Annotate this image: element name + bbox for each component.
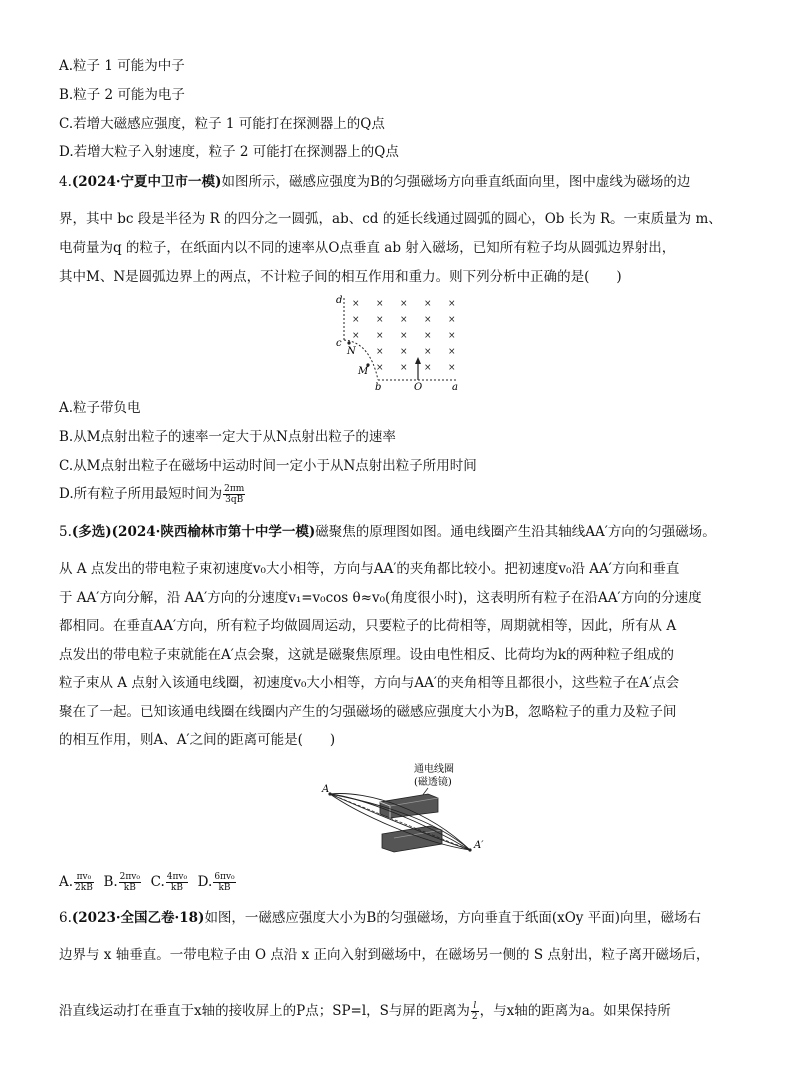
label-m: M	[358, 366, 369, 377]
q4-number: 4.	[59, 174, 72, 190]
field-cross-mark: ×	[448, 363, 456, 373]
q4-option-a: A.粒子带负电	[59, 400, 141, 416]
q4-magnetic-field-figure	[330, 292, 470, 392]
q4-stem-line4: 其中M、N是圆弧边界上的两点，不计粒子间的相互作用和重力。则下列分析中正确的是( )	[59, 269, 622, 285]
q3-option-d: D.若增大粒子入射速度，粒子 2 可能打在探测器上的Q点	[59, 144, 399, 160]
q4-option-c: C.从M点射出粒子在磁场中运动时间一定小于从N点射出粒子所用时间	[59, 458, 477, 474]
q5-number: 5.	[59, 524, 72, 540]
q5-stem-line1	[59, 522, 716, 542]
field-cross-mark: ×	[424, 347, 432, 357]
q4-text: 如图所示，磁感应强度为B的匀强磁场方向垂直纸面向里，图中虚线为磁场的边	[221, 174, 691, 190]
field-cross-mark: ×	[448, 299, 456, 309]
label-o: O	[414, 382, 423, 392]
label-a: a	[452, 382, 458, 392]
q5-text: 磁聚焦的原理图如图。通电线圈产生沿其轴线AA′方向的匀强磁场。	[315, 524, 716, 540]
field-cross-mark: ×	[448, 331, 456, 341]
label-b: b	[375, 382, 382, 392]
q4-option-d-text: D.所有粒子所用最短时间为	[59, 486, 223, 502]
q4-stem-line1	[59, 172, 690, 192]
q5-magnetic-lens-figure	[318, 760, 493, 860]
field-cross-mark: ×	[400, 347, 408, 357]
label-n: N	[347, 346, 356, 357]
q6-stem-line1	[59, 908, 701, 928]
q5-source: (2024·陕西榆林市第十中学一模)	[111, 524, 316, 540]
q5-stem-line4: 都相同。在垂直AA′方向，所有粒子均做圆周运动，只要粒子的比荷相等，周期就相等，因此，所有从 A	[59, 618, 677, 634]
q5-stem-line8: 的相互作用，则A、A′之间的距离可能是( )	[59, 732, 336, 748]
field-cross-mark: ×	[400, 315, 408, 325]
q6-stem-line3: 沿直线运动打在垂直于x轴的接收屏上的P点；SP=l，S与屏的距离为 $\frac{l}{2}$ ，与x轴的距离为a。如果保持所	[59, 1001, 671, 1022]
field-cross-mark: ×	[448, 315, 456, 325]
q5-option-b: B. $\frac{\text{2πv₀}}{kB}$	[103, 872, 140, 893]
field-cross-mark: ×	[376, 363, 384, 373]
q3-option-a: A.粒子 1 可能为中子	[59, 58, 185, 74]
q6-number: 6.	[59, 910, 72, 926]
label-a-prime-point: A′	[474, 840, 484, 851]
q6-source: (2023·全国乙卷·18)	[71, 910, 205, 926]
q3-option-c: C.若增大磁感应强度，粒子 1 可能打在探测器上的Q点	[59, 116, 385, 132]
field-cross-mark: ×	[376, 347, 384, 357]
field-cross-mark: ×	[400, 299, 408, 309]
q6-fraction: $\frac{l}{2}$	[471, 1001, 478, 1022]
q4-stem-line2: 界，其中 bc 段是半径为 R 的四分之一圆弧，ab、cd 的延长线通过圆弧的圆心，Ob 长为 R。一束质量为 m、	[59, 211, 722, 227]
q4-option-d	[59, 484, 246, 505]
field-cross-mark: ×	[352, 299, 360, 309]
field-cross-mark: ×	[400, 331, 408, 341]
field-cross-mark: ×	[424, 299, 432, 309]
field-cross-mark: ×	[424, 331, 432, 341]
field-cross-mark: ×	[424, 315, 432, 325]
q5-stem-line6: 粒子束从 A 点射入该通电线圈，初速度v₀大小相等，方向与AA′的夹角相等且都很小，这些粒子在A′点会	[59, 675, 680, 691]
field-cross-mark: ×	[424, 363, 432, 373]
q6-stem-line2: 边界与 x 轴垂直。一带电粒子由 O 点沿 x 正向入射到磁场中，在磁场另一侧的 S 点射出，粒子离开磁场后，	[59, 947, 710, 963]
field-cross-mark: ×	[376, 331, 384, 341]
q5-option-d: D. $\frac{\text{6πv₀}}{kB}$	[197, 872, 235, 893]
field-cross-mark: ×	[400, 363, 408, 373]
q5-tag: (多选)	[71, 524, 112, 540]
q5-stem-line7: 聚在了一起。已知该通电线圈在线圈内产生的匀强磁场的磁感应强度大小为B，忽略粒子的重力及粒子间	[59, 704, 677, 720]
q5-stem-line5: 点发出的带电粒子束就能在A′点会聚，这就是磁聚焦原理。设由电性相反、比荷均为k的两种粒子组成的	[59, 647, 674, 663]
coil-label-line1: 通电线圈	[414, 764, 454, 775]
field-cross-mark: ×	[352, 315, 360, 325]
q5-stem-line3: 于 AA′方向分解，沿 AA′方向的分速度v₁=v₀cos θ≈v₀(角度很小时)，这表明所有粒子在沿AA′方向的分速度	[59, 590, 702, 606]
label-a-point: A	[322, 784, 330, 795]
q5-options	[59, 872, 237, 893]
magnetic-field-crosses	[352, 299, 456, 373]
q4-option-b: B.从M点射出粒子的速率一定大于从N点射出粒子的速率	[59, 429, 396, 445]
label-c: c	[336, 338, 342, 349]
field-cross-mark: ×	[376, 315, 384, 325]
q4-source: (2024·宁夏中卫市一模)	[71, 174, 222, 190]
q6-text: 如图，一磁感应强度大小为B的匀强磁场，方向垂直于纸面(xOy 平面)向里，磁场右	[204, 910, 701, 926]
field-cross-mark: ×	[448, 347, 456, 357]
field-cross-mark: ×	[352, 331, 360, 341]
field-cross-mark: ×	[376, 299, 384, 309]
q5-option-a: A. $\frac{\text{πv₀}}{2kB}$	[59, 872, 93, 893]
q5-option-c: C. $\frac{\text{4πv₀}}{kB}$	[150, 872, 188, 893]
label-d: d	[336, 295, 343, 306]
q4-stem-line3: 电荷量为q 的粒子，在纸面内以不同的速率从O点垂直 ab 射入磁场，已知所有粒子均从圆弧边界射出，	[59, 240, 676, 256]
q4-option-d-fraction: $\frac{2\pi m}{3qB}$	[224, 484, 245, 505]
coil-label-line2: (磁透镜)	[414, 777, 452, 788]
q5-stem-line2: 从 A 点发出的带电粒子束初速度v₀大小相等，方向与AA′的夹角都比较小。把初速度v₀沿 AA′方向和垂直	[59, 561, 680, 577]
q3-option-b: B.粒子 2 可能为电子	[59, 87, 185, 103]
